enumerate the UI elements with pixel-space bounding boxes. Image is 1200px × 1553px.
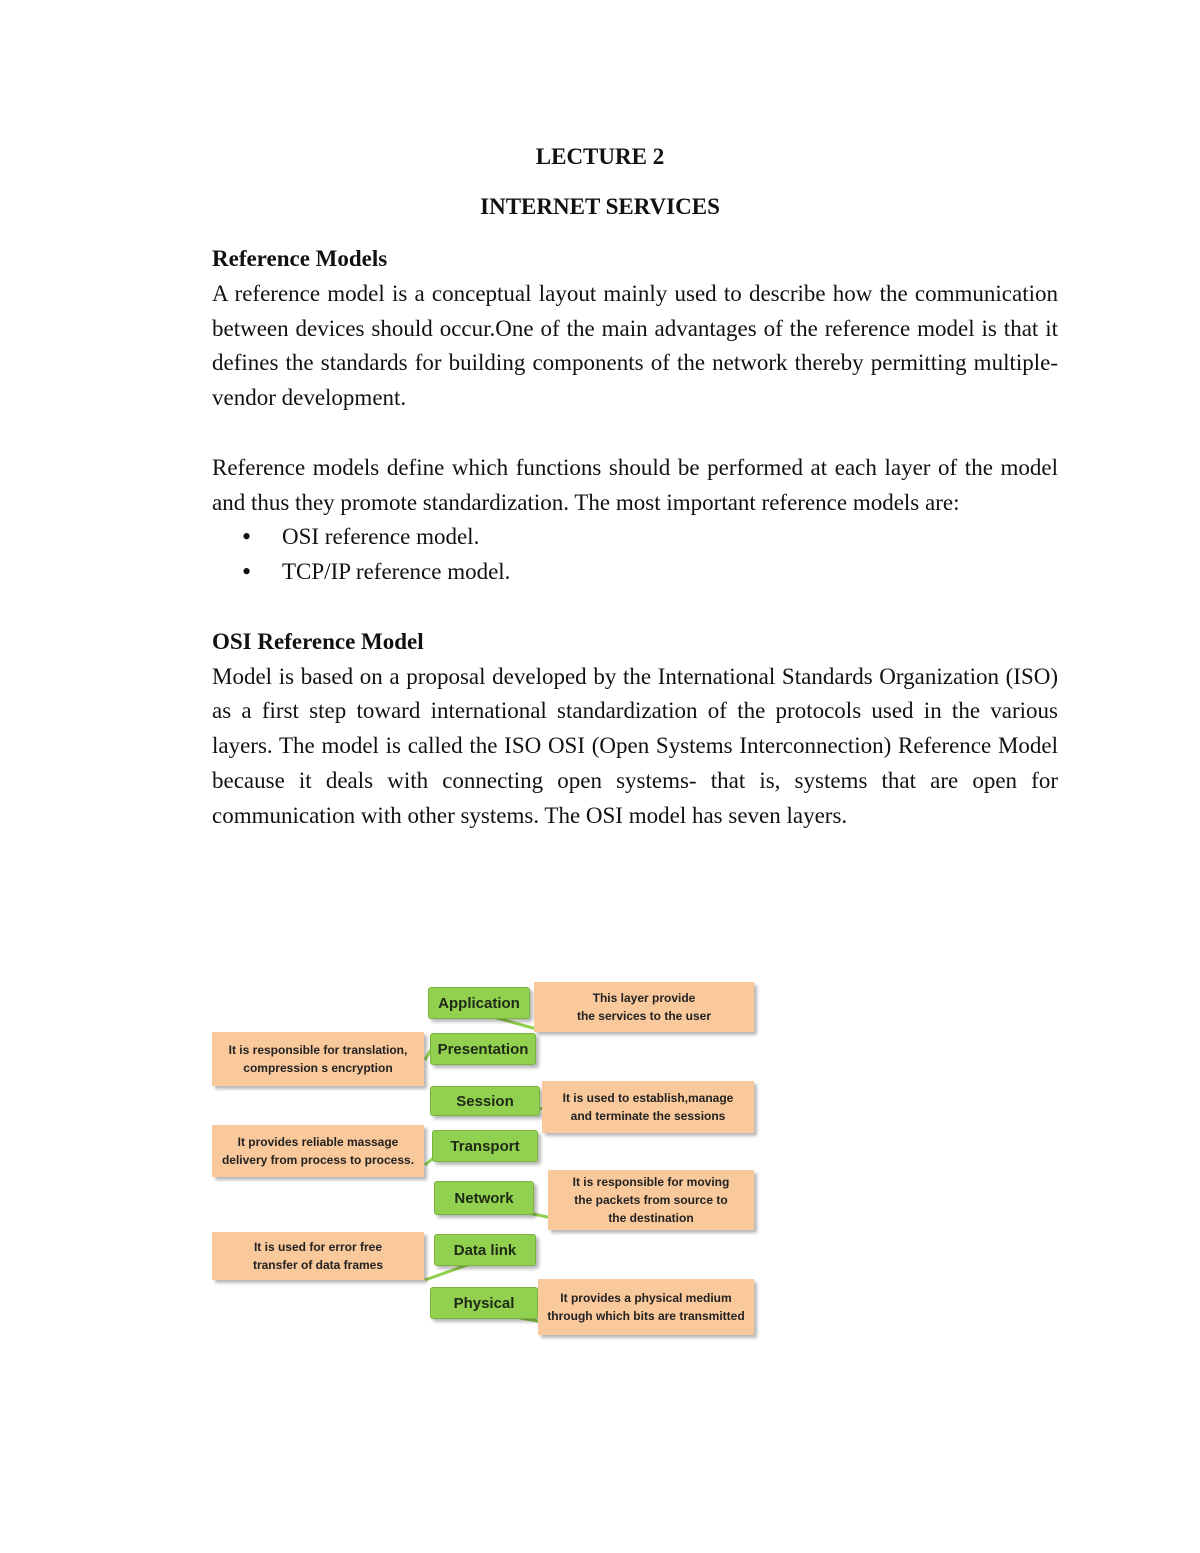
lecture-title: INTERNET SERVICES	[480, 194, 720, 219]
reference-models-paragraph-1: A reference model is a conceptual layout mainly used to describe how the communication between devices should occur.One of the main advantages of the reference model is that it defines the standards for building components of the network thereby permitting multiple-vendor development.	[212, 280, 1058, 411]
description-line: and terminate the sessions	[570, 1109, 726, 1123]
description-presentation	[212, 1032, 424, 1086]
description-line: It is used for error free	[253, 1240, 383, 1254]
document-body	[212, 242, 1058, 834]
description-line: the packets from source to	[574, 1193, 728, 1207]
connector-presentation	[425, 1048, 432, 1060]
lecture-number: LECTURE 2	[535, 144, 665, 169]
osi-paragraph: Model is based on a proposal developed by the International Standards Organization (ISO) as a first step toward international standardization of the protocols used in the various layers. The model is called the ISO OSI (Open Systems Interconnection) Reference Model because it deals with connecting open systems- that is, systems that are open for communication with other systems. The OSI model has seven layers.	[212, 663, 1058, 828]
layer-presentation: Presentation	[430, 1033, 536, 1065]
connector-transport	[425, 1156, 436, 1165]
description-session	[542, 1081, 754, 1133]
connector-application	[490, 1016, 540, 1030]
description-line: It is responsible for moving	[572, 1175, 730, 1189]
description-datalink	[212, 1232, 424, 1280]
description-application	[534, 982, 754, 1032]
layer-application: Application	[428, 987, 530, 1019]
layer-transport: Transport	[432, 1130, 538, 1162]
description-line: through which bits are transmitted	[547, 1309, 745, 1323]
connector-network	[510, 1209, 552, 1218]
description-line: the destination	[608, 1211, 694, 1225]
description-line: delivery from process to process.	[221, 1153, 415, 1167]
list-item: • TCP/IP reference model.	[212, 555, 1058, 590]
description-line: It is responsible for translation,	[228, 1043, 408, 1057]
description-physical	[538, 1279, 754, 1335]
description-line: It provides reliable massage	[237, 1135, 399, 1149]
connector-physical	[505, 1315, 542, 1322]
description-line: transfer of data frames	[252, 1258, 384, 1272]
description-line: This layer provide	[592, 991, 696, 1005]
description-network	[548, 1170, 754, 1230]
description-transport	[212, 1125, 424, 1177]
layer-network: Network	[434, 1181, 534, 1215]
osi-heading: OSI Reference Model	[212, 628, 424, 654]
spacer	[212, 416, 1058, 451]
layer-session: Session	[430, 1086, 540, 1116]
list-item: • OSI reference model.	[212, 520, 1058, 555]
reference-models-heading: Reference Models	[212, 246, 388, 271]
layer-datalink: Data link	[434, 1234, 536, 1266]
spacer	[212, 590, 1058, 625]
reference-models-paragraph-2: Reference models define which functions should be performed at each layer of the model and thus they promote standardization. The most important reference models are:	[212, 454, 1058, 515]
description-line: compression s encryption	[243, 1061, 393, 1075]
reference-models-list	[212, 520, 1058, 590]
description-line: It provides a physical medium	[560, 1291, 732, 1305]
description-line: the services to the user	[576, 1009, 712, 1023]
connector-datalink	[425, 1264, 470, 1280]
connector-session	[510, 1108, 548, 1111]
layer-physical: Physical	[430, 1287, 538, 1319]
description-line: It is used to establish,manage	[562, 1091, 734, 1105]
